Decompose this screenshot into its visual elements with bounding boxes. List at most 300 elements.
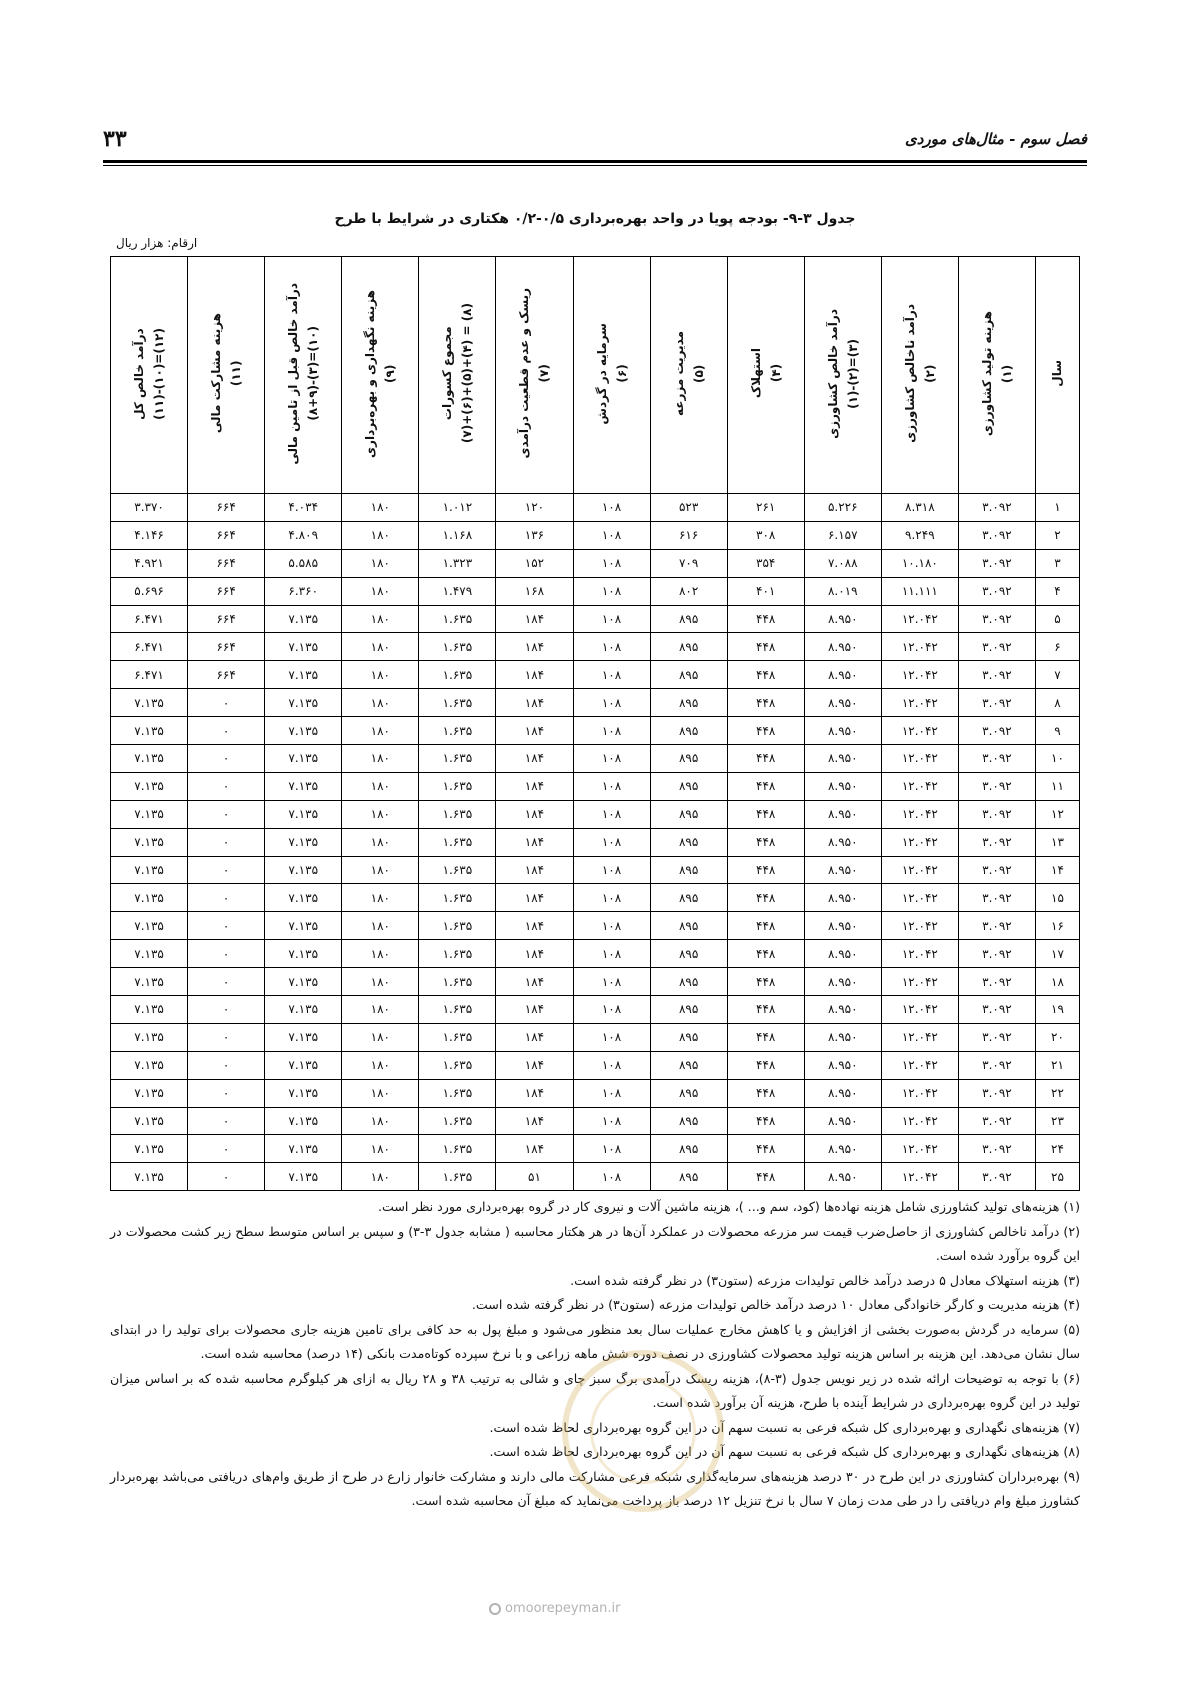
table-cell: ۴۴۸ — [727, 1163, 804, 1191]
table-cell: ۸.۹۵۰ — [804, 717, 881, 745]
table-cell: ۱۵ — [1035, 884, 1079, 912]
table-row — [111, 968, 1080, 996]
header-rule — [103, 160, 1087, 166]
table-cell: ۸۹۵ — [650, 1135, 727, 1163]
table-cell: ۱.۶۳۵ — [419, 856, 496, 884]
table-cell: ۱۲.۰۴۲ — [881, 772, 958, 800]
table-cell: ۷.۱۳۵ — [111, 1079, 188, 1107]
table-cell: ۷.۱۳۵ — [111, 884, 188, 912]
table-cell: ۱.۰۱۲ — [419, 494, 496, 522]
table-cell: ۱.۶۳۵ — [419, 772, 496, 800]
table-cell: ۱۰۸ — [573, 884, 650, 912]
table-cell: ۹ — [1035, 717, 1079, 745]
table-cell: ۸.۹۵۰ — [804, 1079, 881, 1107]
table-cell: ۰ — [188, 1051, 265, 1079]
table-cell: ۸.۹۵۰ — [804, 605, 881, 633]
table-cell: ۲ — [1035, 521, 1079, 549]
table-cell: ۱ — [1035, 494, 1079, 522]
table-cell: ۴۴۸ — [727, 1079, 804, 1107]
table-cell: ۱۲.۰۴۲ — [881, 717, 958, 745]
table-cell: ۴۴۸ — [727, 996, 804, 1024]
table-cell: ۱۸۴ — [496, 800, 573, 828]
table-cell: ۱۲.۰۴۲ — [881, 800, 958, 828]
table-title: جدول ۳-۹- بودجه پویا در واحد بهره‌برداری ۰/۵-۰/۲ هکتاری در شرایط با طرح — [334, 211, 856, 227]
table-cell: ۵۲۳ — [650, 494, 727, 522]
table-cell: ۴۴۸ — [727, 1135, 804, 1163]
table-cell: ۱۸۰ — [342, 494, 419, 522]
table-cell: ۴۴۸ — [727, 605, 804, 633]
table-cell: ۱۸ — [1035, 968, 1079, 996]
table-cell: ۱۰۸ — [573, 745, 650, 773]
table-cell: ۲۰ — [1035, 1023, 1079, 1051]
table-cell: ۱.۶۳۵ — [419, 1079, 496, 1107]
table-cell: ۱.۶۳۵ — [419, 689, 496, 717]
table-cell: ۱۰۸ — [573, 1023, 650, 1051]
table-cell: ۱۷ — [1035, 940, 1079, 968]
table-cell: ۱۸۴ — [496, 1107, 573, 1135]
table-cell: ۱۴ — [1035, 856, 1079, 884]
table-row — [111, 1135, 1080, 1163]
table-cell: ۳.۰۹۲ — [958, 828, 1035, 856]
table-cell: ۱۸۰ — [342, 828, 419, 856]
table-cell: ۸.۹۵۰ — [804, 828, 881, 856]
table-cell: ۸۹۵ — [650, 745, 727, 773]
table-cell: ۱۶ — [1035, 912, 1079, 940]
table-cell: ۷.۱۳۵ — [111, 912, 188, 940]
table-cell: ۷.۱۳۵ — [111, 717, 188, 745]
budget-table — [110, 256, 1080, 1191]
table-cell: ۱۵۲ — [496, 549, 573, 577]
table-cell: ۱۲.۰۴۲ — [881, 856, 958, 884]
table-cell: ۱.۶۳۵ — [419, 800, 496, 828]
table-cell: ۴۴۸ — [727, 800, 804, 828]
table-cell: ۸.۹۵۰ — [804, 1107, 881, 1135]
table-cell: ۱۸۰ — [342, 1023, 419, 1051]
column-header: استهلاک (۴) — [727, 257, 804, 494]
table-cell: ۱۸۴ — [496, 689, 573, 717]
table-cell: ۴.۹۲۱ — [111, 549, 188, 577]
table-cell: ۴۴۸ — [727, 717, 804, 745]
table-cell: ۸.۹۵۰ — [804, 800, 881, 828]
table-cell: ۸۹۵ — [650, 1023, 727, 1051]
table-cell: ۱.۶۳۵ — [419, 1051, 496, 1079]
table-cell: ۲۶۱ — [727, 494, 804, 522]
table-cell: ۷.۱۳۵ — [265, 856, 342, 884]
table-cell: ۸۹۵ — [650, 633, 727, 661]
table-cell: ۸۹۵ — [650, 996, 727, 1024]
table-cell: ۸۹۵ — [650, 856, 727, 884]
table-cell: ۴۴۸ — [727, 1107, 804, 1135]
table-cell: ۸.۹۵۰ — [804, 1135, 881, 1163]
table-cell: ۶.۴۷۱ — [111, 633, 188, 661]
table-cell: ۸.۹۵۰ — [804, 661, 881, 689]
table-row — [111, 549, 1080, 577]
table-cell: ۸.۹۵۰ — [804, 996, 881, 1024]
table-cell: ۴۴۸ — [727, 940, 804, 968]
table-cell: ۰ — [188, 884, 265, 912]
table-cell: ۷.۱۳۵ — [265, 1051, 342, 1079]
table-cell: ۳.۰۹۲ — [958, 494, 1035, 522]
table-cell: ۰ — [188, 800, 265, 828]
table-cell: ۱۲.۰۴۲ — [881, 605, 958, 633]
table-row — [111, 772, 1080, 800]
table-cell: ۱.۴۷۹ — [419, 577, 496, 605]
table-cell: ۱۲.۰۴۲ — [881, 689, 958, 717]
column-header: ریسک و عدم قطعیت درآمدی (۷) — [496, 257, 573, 494]
table-cell: ۲۲ — [1035, 1079, 1079, 1107]
table-cell: ۱۸۰ — [342, 772, 419, 800]
table-cell: ۵۱ — [496, 1163, 573, 1191]
table-cell: ۱۰۸ — [573, 661, 650, 689]
table-body — [111, 494, 1080, 1191]
table-cell: ۱۸۴ — [496, 633, 573, 661]
column-header: درآمد خالص کشاورزی (۳)=(۲)-(۱) — [804, 257, 881, 494]
table-cell: ۷.۱۳۵ — [111, 1135, 188, 1163]
table-row — [111, 605, 1080, 633]
table-row — [111, 1023, 1080, 1051]
table-cell: ۰ — [188, 968, 265, 996]
chapter-title: فصل سوم - مثال‌های موردی — [905, 130, 1087, 148]
table-cell: ۳.۰۹۲ — [958, 912, 1035, 940]
table-cell: ۶ — [1035, 633, 1079, 661]
column-header: هزینه نگهداری و بهره‌برداری (۹) — [342, 257, 419, 494]
table-cell: ۰ — [188, 772, 265, 800]
table-cell: ۱۸۰ — [342, 1079, 419, 1107]
table-cell: ۷.۱۳۵ — [265, 968, 342, 996]
table-cell: ۱.۶۳۵ — [419, 996, 496, 1024]
table-cell: ۱۸۰ — [342, 605, 419, 633]
table-cell: ۴۴۸ — [727, 661, 804, 689]
table-cell: ۷.۰۸۸ — [804, 549, 881, 577]
table-header-row — [111, 257, 1080, 494]
table-cell: ۳.۰۹۲ — [958, 633, 1035, 661]
table-cell: ۱۲.۰۴۲ — [881, 1051, 958, 1079]
table-cell: ۶۱۶ — [650, 521, 727, 549]
table-row — [111, 940, 1080, 968]
table-cell: ۵ — [1035, 605, 1079, 633]
table-cell: ۸۹۵ — [650, 1107, 727, 1135]
table-cell: ۴۴۸ — [727, 828, 804, 856]
table-cell: ۸۹۵ — [650, 828, 727, 856]
table-cell: ۶۶۴ — [188, 494, 265, 522]
table-cell: ۱۰۸ — [573, 1135, 650, 1163]
table-cell: ۳۵۴ — [727, 549, 804, 577]
table-cell: ۱۰۸ — [573, 1051, 650, 1079]
table-cell: ۱۰۸ — [573, 549, 650, 577]
footnote: (۶) با توجه به توضیحات ارائه شده در زیر نویس جدول (۳-۸)، هزینه ریسک درآمدی برگ سبز چای و شالی به ترتیب ۳۸ و ۲۸ ریال به ازای هر کیلوگرم محاسبه شده که بر اساس میزان تولید در این گروه بهره‌برداری در شرایط آینده با طرح، هزینه آن برآورد شده است. — [110, 1370, 1081, 1410]
table-cell: ۱۲ — [1035, 800, 1079, 828]
table-row — [111, 689, 1080, 717]
table-cell: ۲۳ — [1035, 1107, 1079, 1135]
table-cell: ۰ — [188, 1107, 265, 1135]
table-cell: ۸۰۲ — [650, 577, 727, 605]
table-cell: ۱۲.۰۴۲ — [881, 940, 958, 968]
table-cell: ۱۸۰ — [342, 856, 419, 884]
table-cell: ۶۶۴ — [188, 549, 265, 577]
table-cell: ۸۹۵ — [650, 884, 727, 912]
table-cell: ۸.۰۱۹ — [804, 577, 881, 605]
table-cell: ۳.۰۹۲ — [958, 745, 1035, 773]
table-cell: ۱۰۸ — [573, 494, 650, 522]
table-cell: ۰ — [188, 1135, 265, 1163]
table-cell: ۳۰۸ — [727, 521, 804, 549]
table-cell: ۰ — [188, 912, 265, 940]
table-cell: ۳.۰۹۲ — [958, 1023, 1035, 1051]
table-cell: ۷ — [1035, 661, 1079, 689]
table-cell: ۳.۰۹۲ — [958, 996, 1035, 1024]
table-cell: ۱۲.۰۴۲ — [881, 1107, 958, 1135]
table-cell: ۳.۰۹۲ — [958, 605, 1035, 633]
table-row — [111, 884, 1080, 912]
table-cell: ۸.۹۵۰ — [804, 633, 881, 661]
table-cell: ۶۶۴ — [188, 633, 265, 661]
table-cell: ۱۸۰ — [342, 968, 419, 996]
table-cell: ۸ — [1035, 689, 1079, 717]
table-cell: ۱۸۴ — [496, 1135, 573, 1163]
table-cell: ۷.۱۳۵ — [111, 689, 188, 717]
table-cell: ۳.۰۹۲ — [958, 717, 1035, 745]
column-header: درآمد ناخالص کشاورزی (۲) — [881, 257, 958, 494]
table-cell: ۱۲.۰۴۲ — [881, 1079, 958, 1107]
table-cell: ۰ — [188, 1023, 265, 1051]
table-cell: ۰ — [188, 1079, 265, 1107]
table-cell: ۳.۰۹۲ — [958, 800, 1035, 828]
table-cell: ۰ — [188, 828, 265, 856]
table-cell: ۷.۱۳۵ — [265, 884, 342, 912]
table-cell: ۷.۱۳۵ — [111, 1023, 188, 1051]
table-cell: ۰ — [188, 940, 265, 968]
table-cell: ۳.۰۹۲ — [958, 856, 1035, 884]
table-cell: ۸.۹۵۰ — [804, 940, 881, 968]
table-cell: ۸۹۵ — [650, 717, 727, 745]
table-cell: ۱۰۸ — [573, 633, 650, 661]
table-cell: ۷.۱۳۵ — [265, 940, 342, 968]
table-row — [111, 717, 1080, 745]
table-cell: ۷.۱۳۵ — [265, 1023, 342, 1051]
table-cell: ۱.۳۲۳ — [419, 549, 496, 577]
table-cell: ۱.۶۳۵ — [419, 605, 496, 633]
table-cell: ۱۸۰ — [342, 661, 419, 689]
table-row — [111, 1051, 1080, 1079]
table-cell: ۶۶۴ — [188, 577, 265, 605]
table-cell: ۷.۱۳۵ — [265, 800, 342, 828]
table-cell: ۶.۴۷۱ — [111, 661, 188, 689]
table-cell: ۷.۱۳۵ — [265, 745, 342, 773]
table-cell: ۱۳ — [1035, 828, 1079, 856]
table-row — [111, 1163, 1080, 1191]
table-cell: ۱۲.۰۴۲ — [881, 1135, 958, 1163]
table-cell: ۱۳۶ — [496, 521, 573, 549]
table-cell: ۸.۹۵۰ — [804, 884, 881, 912]
table-cell: ۱۱.۱۱۱ — [881, 577, 958, 605]
table-cell: ۳.۰۹۲ — [958, 1135, 1035, 1163]
table-cell: ۸.۹۵۰ — [804, 689, 881, 717]
table-cell: ۷.۱۳۵ — [111, 828, 188, 856]
table-cell: ۱۸۴ — [496, 717, 573, 745]
table-cell: ۸۹۵ — [650, 772, 727, 800]
table-cell: ۱۲.۰۴۲ — [881, 661, 958, 689]
table-cell: ۷.۱۳۵ — [111, 800, 188, 828]
footnote: (۱) هزینه‌های تولید کشاورزی شامل هزینه نهاده‌ها (کود، سم و... )، هزینه ماشین آلات و نیروی کار در گروه بهره‌برداری مورد نظر است. — [377, 1199, 1080, 1214]
table-cell: ۴۴۸ — [727, 1023, 804, 1051]
table-cell: ۴۰۱ — [727, 577, 804, 605]
site-watermark — [489, 1601, 620, 1616]
table-cell: ۸۹۵ — [650, 689, 727, 717]
table-cell: ۷.۱۳۵ — [111, 856, 188, 884]
table-cell: ۳.۰۹۲ — [958, 661, 1035, 689]
table-cell: ۴۴۸ — [727, 633, 804, 661]
units-label: ارقام: هزار ریال — [116, 236, 198, 250]
table-cell: ۱۲.۰۴۲ — [881, 996, 958, 1024]
table-cell: ۲۵ — [1035, 1163, 1079, 1191]
table-cell: ۱۸۴ — [496, 996, 573, 1024]
table-cell: ۴۴۸ — [727, 772, 804, 800]
table-cell: ۱.۶۳۵ — [419, 1023, 496, 1051]
table-cell: ۱۰۸ — [573, 940, 650, 968]
table-cell: ۱۱ — [1035, 772, 1079, 800]
table-cell: ۸۹۵ — [650, 1079, 727, 1107]
table-cell: ۵.۵۸۵ — [265, 549, 342, 577]
table-cell: ۱۰۸ — [573, 521, 650, 549]
table-cell: ۳.۰۹۲ — [958, 1107, 1035, 1135]
table-cell: ۱۹ — [1035, 996, 1079, 1024]
table-cell: ۷.۱۳۵ — [265, 605, 342, 633]
table-cell: ۱۸۰ — [342, 717, 419, 745]
table-cell: ۰ — [188, 1163, 265, 1191]
table-cell: ۸.۹۵۰ — [804, 968, 881, 996]
table-cell: ۱.۶۳۵ — [419, 717, 496, 745]
table-cell: ۳.۰۹۲ — [958, 772, 1035, 800]
table-cell: ۱۸۴ — [496, 1051, 573, 1079]
table-cell: ۳.۰۹۲ — [958, 940, 1035, 968]
table-cell: ۱.۶۳۵ — [419, 968, 496, 996]
table-cell: ۱۸۴ — [496, 968, 573, 996]
table-cell: ۴۴۸ — [727, 884, 804, 912]
page-number: ۳۳ — [103, 126, 127, 152]
table-cell: ۸۹۵ — [650, 605, 727, 633]
table-cell: ۱۰۸ — [573, 996, 650, 1024]
footnote: (۳) هزینه استهلاک معادل ۵ درصد درآمد خالص تولیدات مزرعه (ستون۳) در نظر گرفته شده است. — [570, 1272, 1080, 1288]
table-cell: ۰ — [188, 996, 265, 1024]
table-cell: ۱۲.۰۴۲ — [881, 745, 958, 773]
table-cell: ۱۸۴ — [496, 912, 573, 940]
table-cell: ۸.۹۵۰ — [804, 1163, 881, 1191]
table-cell: ۷.۱۳۵ — [111, 1051, 188, 1079]
table-cell: ۷.۱۳۵ — [265, 912, 342, 940]
table-cell: ۱۰۸ — [573, 577, 650, 605]
table-cell: ۱۰۸ — [573, 800, 650, 828]
table-cell: ۸۹۵ — [650, 1163, 727, 1191]
table-cell: ۱۰۸ — [573, 968, 650, 996]
table-cell: ۶.۴۷۱ — [111, 605, 188, 633]
table-cell: ۰ — [188, 856, 265, 884]
table-row — [111, 633, 1080, 661]
column-header: سرمایه در گردش (۶) — [573, 257, 650, 494]
table-cell: ۱۸۴ — [496, 745, 573, 773]
table-cell: ۷.۱۳۵ — [265, 1135, 342, 1163]
table-cell: ۱۸۰ — [342, 521, 419, 549]
table-cell: ۷.۱۳۵ — [111, 1163, 188, 1191]
table-cell: ۵.۶۹۶ — [111, 577, 188, 605]
table-cell: ۱۰۸ — [573, 689, 650, 717]
table-cell: ۳.۰۹۲ — [958, 1051, 1035, 1079]
table-cell: ۱.۶۳۵ — [419, 828, 496, 856]
table-cell: ۱۸۰ — [342, 1163, 419, 1191]
table-cell: ۴۴۸ — [727, 689, 804, 717]
table-cell: ۱۸۰ — [342, 1135, 419, 1163]
table-row — [111, 661, 1080, 689]
table-cell: ۳.۰۹۲ — [958, 689, 1035, 717]
table-cell: ۷.۱۳۵ — [265, 828, 342, 856]
table-cell: ۱۰۸ — [573, 856, 650, 884]
column-header: درآمد خالص کل (۱۲)=(۱۰)-(۱۱) — [111, 257, 188, 494]
table-cell: ۱.۱۶۸ — [419, 521, 496, 549]
column-header: سال — [1035, 257, 1079, 494]
table-cell: ۱۰۸ — [573, 912, 650, 940]
table-cell: ۱۰۸ — [573, 772, 650, 800]
table-cell: ۸.۹۵۰ — [804, 745, 881, 773]
table-cell: ۸۹۵ — [650, 661, 727, 689]
table-cell: ۳.۰۹۲ — [958, 1163, 1035, 1191]
table-cell: ۴۴۸ — [727, 1051, 804, 1079]
table-cell: ۱۲.۰۴۲ — [881, 968, 958, 996]
table-cell: ۹.۲۴۹ — [881, 521, 958, 549]
table-cell: ۱۸۰ — [342, 633, 419, 661]
table-cell: ۷.۱۳۵ — [265, 661, 342, 689]
table-row — [111, 494, 1080, 522]
table-cell: ۴.۱۴۶ — [111, 521, 188, 549]
table-cell: ۱۸۴ — [496, 1079, 573, 1107]
table-cell: ۴۴۸ — [727, 912, 804, 940]
table-cell: ۱.۶۳۵ — [419, 884, 496, 912]
table-cell: ۱۸۰ — [342, 800, 419, 828]
table-cell: ۸۹۵ — [650, 968, 727, 996]
table-cell: ۱۲.۰۴۲ — [881, 633, 958, 661]
table-cell: ۱۸۴ — [496, 884, 573, 912]
table-row — [111, 912, 1080, 940]
column-header: مدیریت مزرعه (۵) — [650, 257, 727, 494]
table-cell: ۴۴۸ — [727, 968, 804, 996]
table-cell: ۷.۱۳۵ — [265, 633, 342, 661]
footnote: (۴) هزینه مدیریت و کارگر خانوادگی معادل ۱۰ درصد درآمد خالص تولیدات مزرعه (ستون۳) در نظر گرفته شده است. — [471, 1297, 1080, 1312]
table-cell: ۸۹۵ — [650, 800, 727, 828]
table-cell: ۱.۶۳۵ — [419, 661, 496, 689]
table-cell: ۱۸۴ — [496, 1023, 573, 1051]
table-cell: ۲۴ — [1035, 1135, 1079, 1163]
table-cell: ۷.۱۳۵ — [111, 968, 188, 996]
table-cell: ۱.۶۳۵ — [419, 940, 496, 968]
column-header: هزینه تولید کشاورزی (۱) — [958, 257, 1035, 494]
table-cell: ۰ — [188, 689, 265, 717]
table-cell: ۱.۶۳۵ — [419, 633, 496, 661]
table-cell: ۱۲۰ — [496, 494, 573, 522]
table-cell: ۵.۲۲۶ — [804, 494, 881, 522]
table-cell: ۶۶۴ — [188, 605, 265, 633]
table-cell: ۱۸۴ — [496, 940, 573, 968]
table-cell: ۰ — [188, 717, 265, 745]
table-row — [111, 996, 1080, 1024]
table-cell: ۷.۱۳۵ — [265, 717, 342, 745]
site-name: omoorepeyman.ir — [505, 1601, 621, 1616]
table-cell: ۱۸۴ — [496, 772, 573, 800]
table-cell: ۳.۰۹۲ — [958, 1079, 1035, 1107]
table-cell: ۴ — [1035, 577, 1079, 605]
footnote: (۸) هزینه‌های نگهداری و بهره‌برداری کل شبکه فرعی به نسبت سهم آن در این گروه بهره‌برداری لحاظ شده است. — [489, 1444, 1080, 1459]
table-row — [111, 1107, 1080, 1135]
table-cell: ۷۰۹ — [650, 549, 727, 577]
table-cell: ۸۹۵ — [650, 912, 727, 940]
table-cell: ۱۸۰ — [342, 1107, 419, 1135]
